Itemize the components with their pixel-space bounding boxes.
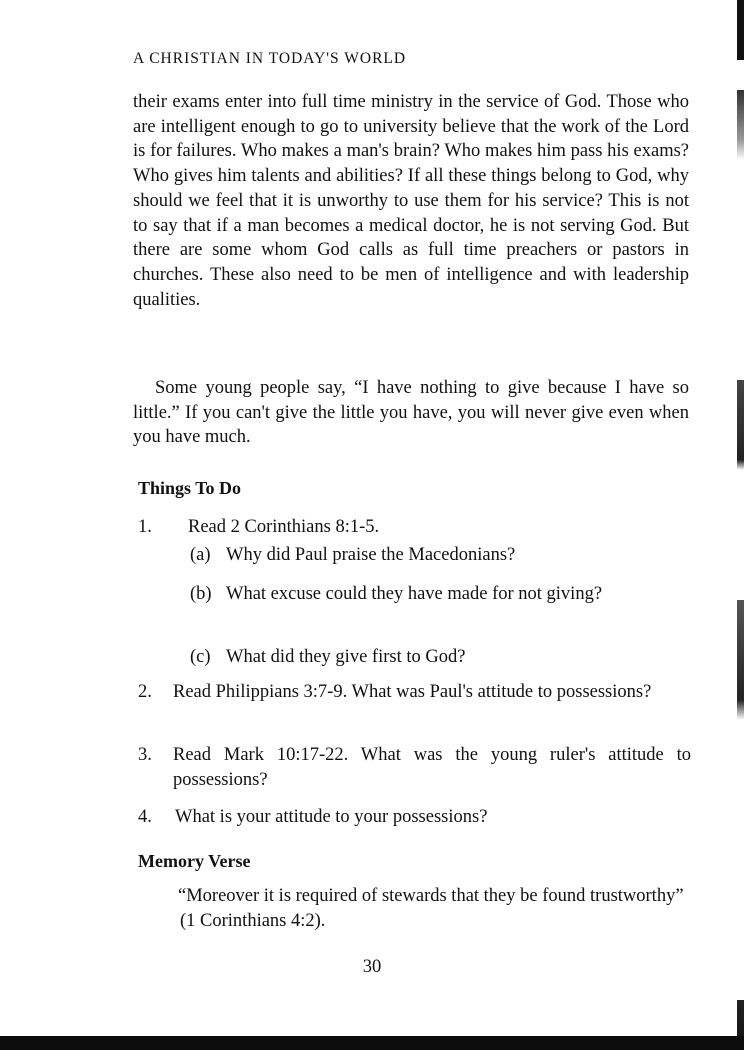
item-number: 2. [138, 682, 152, 702]
sub-item-label: (a) [190, 545, 211, 565]
item-text: Read Philippians 3:7-9. What was Paul's attitude to possessions? [173, 682, 652, 702]
sub-item-text: What did they give first to God? [226, 647, 466, 667]
sub-item-label: (b) [190, 584, 212, 604]
running-title: A CHRISTIAN IN TODAY'S WORLD [133, 50, 407, 67]
things-to-do-heading: Things To Do [138, 478, 242, 498]
item-number: 1. [138, 517, 152, 537]
body-paragraph-2: Some young people say, “I have nothing to give because I have so little.” If you can't give the little you have, you will never give even when you have much. [133, 378, 689, 448]
page-number: 30 [362, 957, 382, 977]
sub-item-label: (c) [190, 647, 211, 667]
sub-item-text: Why did Paul praise the Macedonians? [226, 545, 516, 565]
item-text: Read Mark 10:17-22. What was the young ruler's attitude to possessions? [173, 745, 691, 790]
page-edge-shadow [737, 0, 744, 1050]
sub-item-text: What excuse could they have made for not giving? [226, 584, 603, 604]
body-paragraph-1: their exams enter into full time ministry in the service of God. Those who are intelligent enough to go to university believe that the work of the Lord is for failures. Who makes a man's brain? Who makes him pass his exams? Who gives him talents and abilities? If all these things belong to God, why should we feel that it is unworthy to use them for his service? This is not to say that if a man becomes a medical doctor, he is not serving God. But there are some whom God calls as full time preachers or pastors in churches. These also need to be men of intelligence and with leadership qualities. [133, 92, 689, 310]
memory-verse-heading: Memory Verse [138, 851, 251, 871]
memory-verse-text: “Moreover it is required of stewards that they be found trustworthy” (1 Corinthians 4:2). [178, 886, 684, 931]
page-bottom-border [0, 1036, 744, 1050]
item-number: 3. [138, 745, 152, 765]
item-number: 4. [138, 807, 152, 827]
item-text: What is your attitude to your possessions? [175, 807, 488, 827]
item-text: Read 2 Corinthians 8:1-5. [188, 517, 380, 537]
